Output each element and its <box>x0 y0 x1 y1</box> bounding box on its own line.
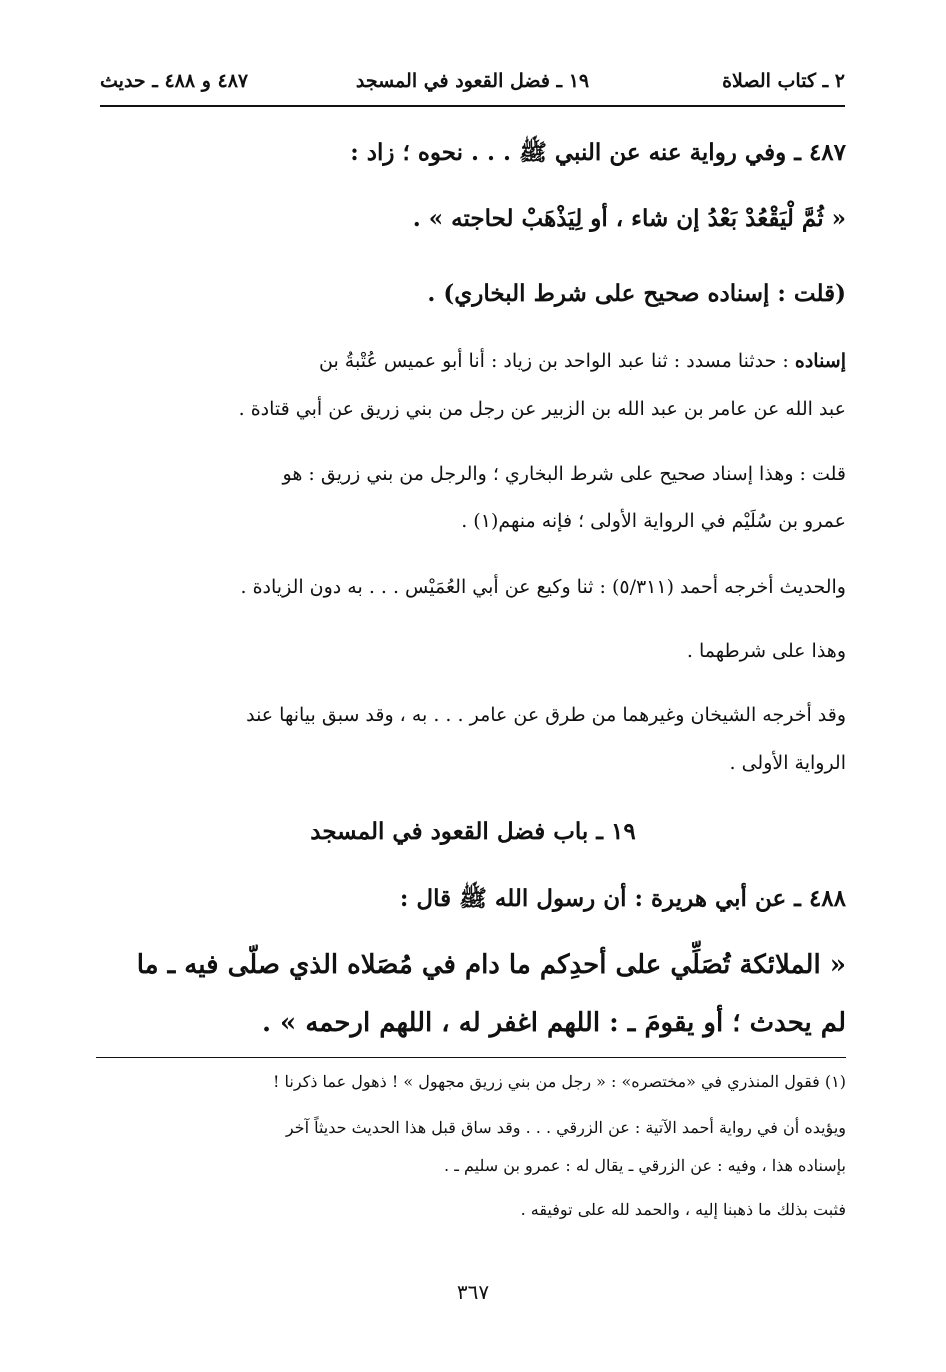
takhrij-line-2: وهذا على شرطهما . <box>686 640 846 662</box>
footnote-separator <box>96 1057 846 1058</box>
shaykhan-line-1: وقد أخرجه الشيخان وغيرهما من طرق عن عامر . . . به ، وقد سبق بيانها عند <box>246 704 846 726</box>
qult-line-1: قلت : وهذا إسناد صحيح على شرط البخاري ؛ والرجل من بني زريق : هو <box>282 463 846 485</box>
footnote-1-line-3: بإسناده هذا ، وفيه : عن الزرقي ـ يقال له : عمرو بن سليم ـ . <box>444 1156 846 1175</box>
isnad-line-2: عبد الله عن عامر بن عبد الله بن الزبير عن رجل من بني زريق عن أبي قتادة . <box>238 398 846 420</box>
hadith-488-intro: ٤٨٨ ـ عن أبي هريرة : أن رسول الله ﷺ قال : <box>399 885 846 912</box>
qult-line-2: عمرو بن سُلَيْم في الرواية الأولى ؛ فإنه منهم(١) . <box>461 510 846 532</box>
page-number: ٣٦٧ <box>456 1280 490 1304</box>
running-header <box>100 70 845 106</box>
isnad-rest: : حدثنا مسدد : ثنا عبد الواحد بن زياد : أنا أبو عميس عُتْبةُ بن <box>319 350 795 372</box>
isnad-line-1 <box>105 350 846 372</box>
hadith-488-text-2: لم يحدث ؛ أو يقومَ ـ : اللهم اغفر له ، اللهم ارحمه » . <box>261 1008 846 1038</box>
shaykhan-line-2: الرواية الأولى . <box>729 752 846 774</box>
hadith-487-text: « ثُمَّ لْيَقْعُدْ بَعْدُ إن شاء ، أو لِيَذْهَبْ لحاجته » . <box>412 205 846 232</box>
takhrij-line-1: والحديث أخرجه أحمد (٥/٣١١) : ثنا وكيع عن أبي العُمَيْس . . . به دون الزيادة . <box>240 576 846 598</box>
header-divider <box>100 105 845 107</box>
header-hadith-numbers: ٤٨٧ و ٤٨٨ ـ حديث <box>100 70 249 92</box>
footnote-1-line-1: (١) فقول المنذري في «مختصره» : « رجل من بني زريق مجهول » ! ذهول عما ذكرنا ! <box>273 1072 846 1091</box>
hadith-488-text-1: « الملائكة تُصَلِّي على أحدِكم ما دام في مُصَلاه الذي صلّى فيه ـ ما <box>136 950 846 980</box>
footnote-1-line-2: ويؤيده أن في رواية أحمد الآتية : عن الزرقي . . . وقد ساق قبل هذا الحديث حديثاً آخر <box>285 1118 846 1137</box>
hadith-487-ruling: (قلت : إسناده صحيح على شرط البخاري) . <box>427 280 846 307</box>
footnote-1-line-4: فثبت بذلك ما ذهبنا إليه ، والحمد لله على توفيقه . <box>520 1200 846 1219</box>
header-chapter-title: ١٩ ـ فضل القعود في المسجد <box>355 70 590 92</box>
isnad-label: إسناده <box>794 350 846 372</box>
chapter-title: ١٩ ـ باب فضل القعود في المسجد <box>310 818 636 845</box>
hadith-487-intro: ٤٨٧ ـ وفي رواية عنه عن النبي ﷺ . . . نحوه ؛ زاد : <box>350 139 846 166</box>
header-book-title: ٢ ـ كتاب الصلاة <box>722 70 845 92</box>
